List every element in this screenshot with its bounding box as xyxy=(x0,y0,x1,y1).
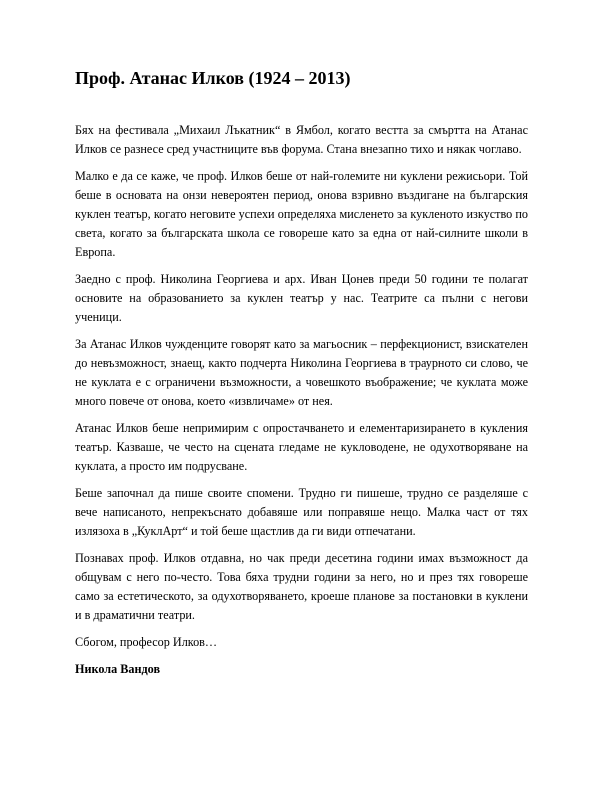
paragraph: Беше започнал да пише своите спомени. Трудно ги пишеше, трудно се разделяше с вече написаното, непрекъснато добавяше или поправяше нещо. Малка част от тях излязоха в „КуклАрт“ и той беше щастлив да ги види отпечатани. xyxy=(75,486,528,538)
paragraph: Заедно с проф. Николина Георгиева и арх. Иван Цонев преди 50 години те полагат основите на образованието за куклен театър у нас. Театрите са пълни с негови ученици. xyxy=(75,272,528,324)
paragraph: Бях на фестивала „Михаил Лъкатник“ в Ямбол, когато вестта за смъртта на Атанас Илков се разнесе сред участниците във форума. Стана внезапно тихо и някак чоглаво. xyxy=(75,123,528,156)
paragraph: Малко е да се каже, че проф. Илков беше от най-големите ни куклени режисьори. Той беше в основата на онзи невероятен период, онова взривно въздигане на българския куклен театър, когато неговите успехи определяха мисленето за кукленото изкуство по света, когато за българската школа се говореше като за една от най-силните школи в Европа. xyxy=(75,169,528,259)
paragraph: Сбогом, професор Илков… xyxy=(75,635,218,649)
article-title: Проф. Атанас Илков (1924 – 2013) xyxy=(75,68,351,88)
paragraph: Атанас Илков беше непримирим с опростачването и елементаризирането в кукления театър. Казваше, че често на сцената гледаме не кукловодене, не одухотворяване на куклата, а просто им подрусване. xyxy=(75,421,528,473)
author-signature: Никола Вандов xyxy=(75,662,161,676)
article-body xyxy=(75,121,528,687)
paragraph: Познавах проф. Илков отдавна, но чак преди десетина години имах възможност да общувам с него по-често. Това бяха трудни години за него, но и през тях говореше само за естетическото, за одухотворяването, кроеше планове за постановки в куклени и в драматични театри. xyxy=(75,551,528,622)
paragraph: За Атанас Илков чужденците говорят като за магьосник – перфекционист, взискателен до невъзможност, знаещ, както подчерта Николина Георгиева в траурното си слово, че не куклата е с ограничени възможности, а човешкото въображение; че куклата може много повече от онова, което «извличаме» от нея. xyxy=(75,337,528,408)
